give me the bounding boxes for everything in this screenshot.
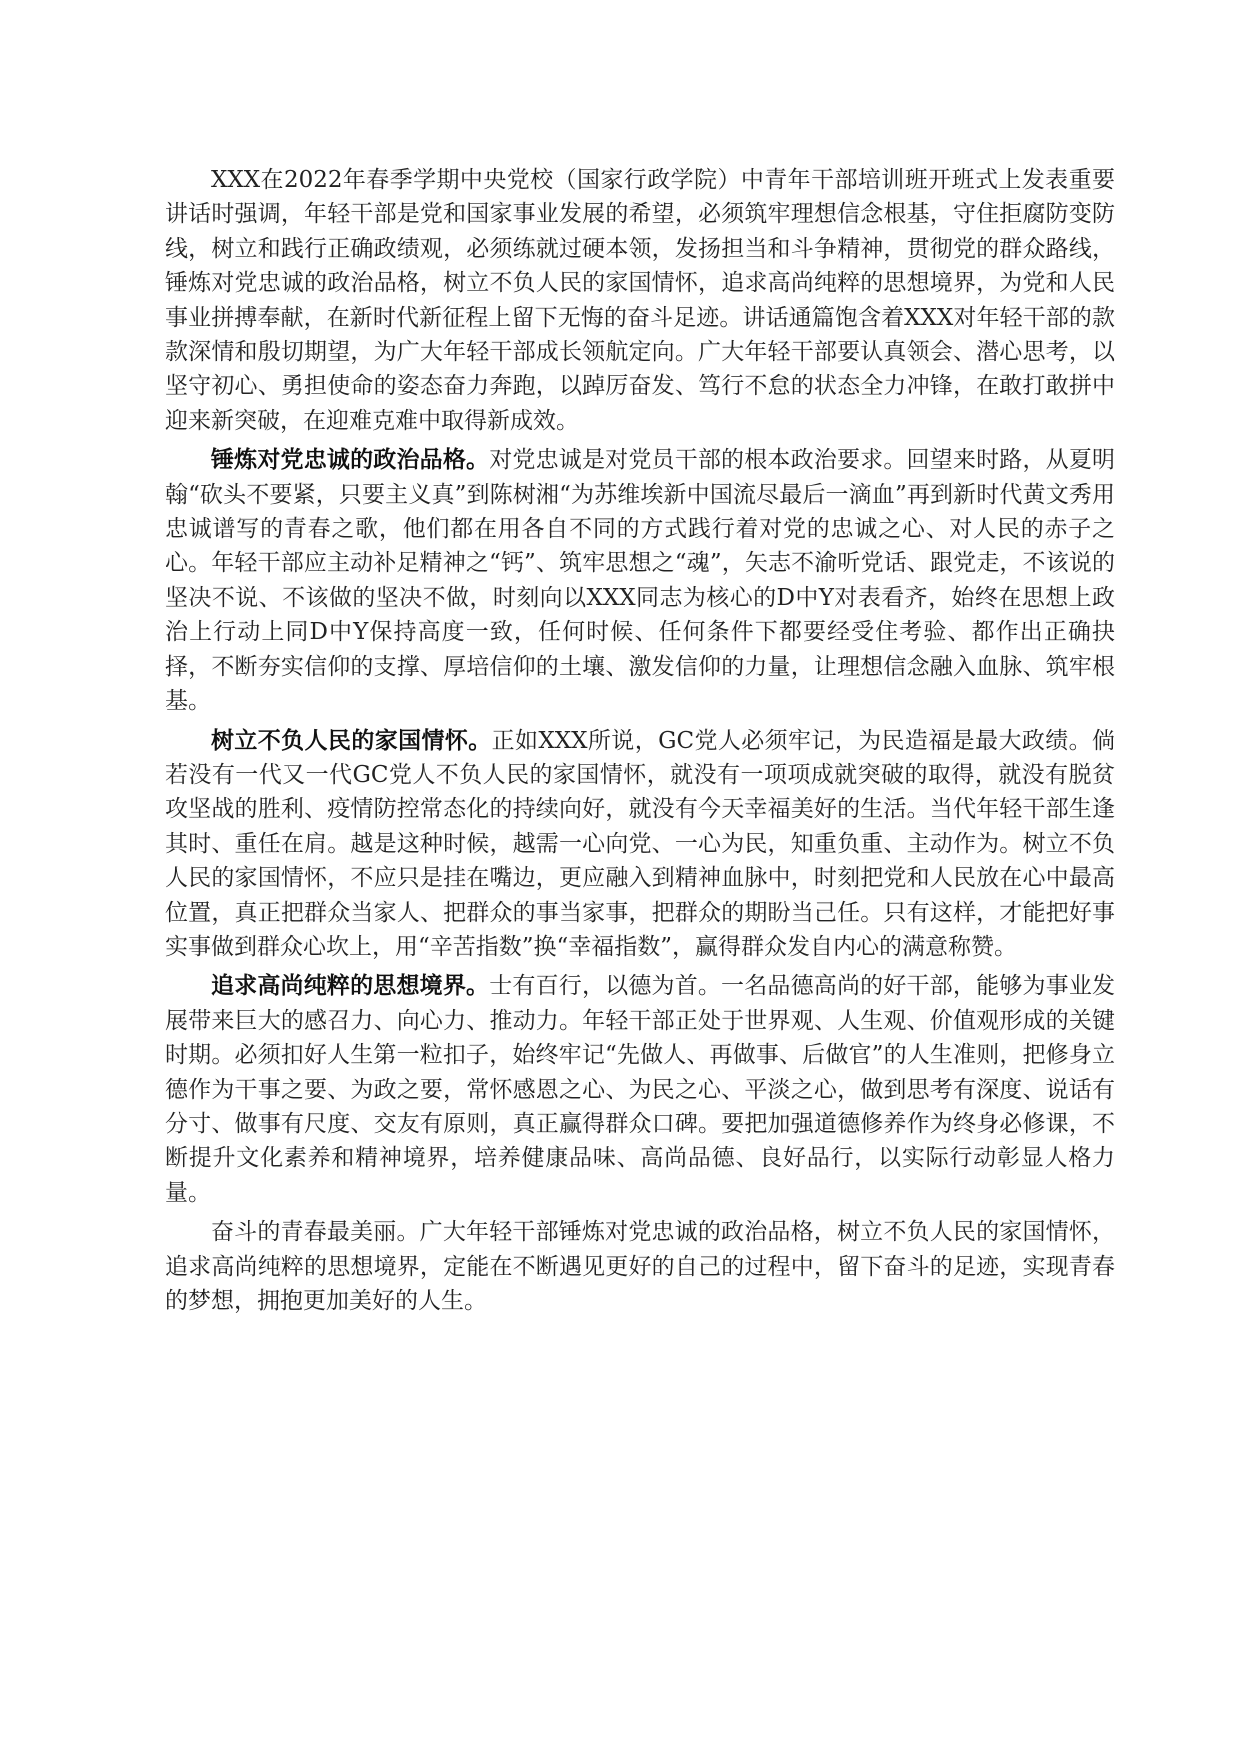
paragraph-heading: 追求高尚纯粹的思想境界。 xyxy=(211,972,490,1000)
paragraph-text: 对党忠诚是对党员干部的根本政治要求。回望来时路，从夏明翰“砍头不要紧，只要主义真”到陈树湘“为苏维埃新中国流尽最后一滴血”再到新时代黄文秀用忠诚谱写的青春之歌，他们都在用各自不同的方式践行着对党的忠诚之心、对人民的赤子之心。年轻干部应主动补足精神之“钙”、筑牢思想之“魂”，矢志不渝听党话、跟党走，不该说的坚决不说、不该做的坚决不做，时刻向以XXX同志为核心的D中Y对表看齐，始终在思想上政治上行动上同D中Y保持高度一致，任何时候、任何条件下都要经受住考验、都作出正确抉择，不断夯实信仰的支撑、厚培信仰的土壤、激发信仰的力量，让理想信念融入血脉、筑牢根基。 xyxy=(165,447,1116,715)
paragraph-conclusion xyxy=(165,1215,1115,1318)
paragraph-text: 正如XXX所说，GC党人必须牢记，为民造福是最大政绩。倘若没有一代又一代GC党人不负人民的家国情怀，就没有一项项成就突破的取得，就没有脱贫攻坚战的胜利、疫情防控常态化的持续向好，就没有今天幸福美好的生活。当代年轻干部生逢其时、重任在肩。越是这种时候，越需一心向党、一心为民，知重负重、主动作为。树立不负人民的家国情怀，不应只是挂在嘴边，更应融入到精神血脉中，时刻把党和人民放在心中最高位置，真正把群众当家人、把群众的事当家事，把群众的期盼当己任。只有这样，才能把好事实事做到群众心坎上，用“辛苦指数”换“幸福指数”，赢得群众发自内心的满意称赞。 xyxy=(165,727,1116,960)
paragraph-morality xyxy=(165,969,1115,1210)
paragraph-intro xyxy=(165,163,1115,438)
paragraph-text: 奋斗的青春最美丽。广大年轻干部锤炼对党忠诚的政治品格，树立不负人民的家国情怀，追求高尚纯粹的思想境界，定能在不断遇见更好的自己的过程中，留下奋斗的足迹，实现青春的梦想，拥抱更加美好的人生。 xyxy=(165,1219,1115,1314)
paragraph-people xyxy=(165,724,1115,965)
paragraph-loyalty xyxy=(165,443,1115,718)
document-body xyxy=(165,163,1115,1323)
paragraph-heading: 树立不负人民的家国情怀。 xyxy=(211,726,492,754)
paragraph-heading: 锤炼对党忠诚的政治品格。 xyxy=(211,446,490,474)
paragraph-text: XXX在2022年春季学期中央党校（国家行政学院）中青年干部培训班开班式上发表重要讲话时强调，年轻干部是党和国家事业发展的希望，必须筑牢理想信念根基，守住拒腐防变防线，树立和践行正确政绩观，必须练就过硬本领，发扬担当和斗争精神，贯彻党的群众路线，锤炼对党忠诚的政治品格，树立不负人民的家国情怀，追求高尚纯粹的思想境界，为党和人民事业拼搏奉献，在新时代新征程上留下无悔的奋斗足迹。讲话通篇饱含着XXX对年轻干部的款款深情和殷切期望，为广大年轻干部成长领航定向。广大年轻干部要认真领会、潜心思考，以坚守初心、勇担使命的姿态奋力奔跑，以踔厉奋发、笃行不怠的状态全力冲锋，在敢打敢拼中迎来新突破，在迎难克难中取得新成效。 xyxy=(165,167,1115,434)
paragraph-text: 士有百行，以德为首。一名品德高尚的好干部，能够为事业发展带来巨大的感召力、向心力、推动力。年轻干部正处于世界观、人生观、价值观形成的关键时期。必须扣好人生第一粒扣子，始终牢记“先做人、再做事、后做官”的人生准则，把修身立德作为干事之要、为政之要，常怀感恩之心、为民之心、平淡之心，做到思考有深度、说话有分寸、做事有尺度、交友有原则，真正赢得群众口碑。要把加强道德修养作为终身必修课，不断提升文化素养和精神境界，培养健康品味、高尚品德、良好品行，以实际行动彰显人格力量。 xyxy=(165,973,1116,1206)
